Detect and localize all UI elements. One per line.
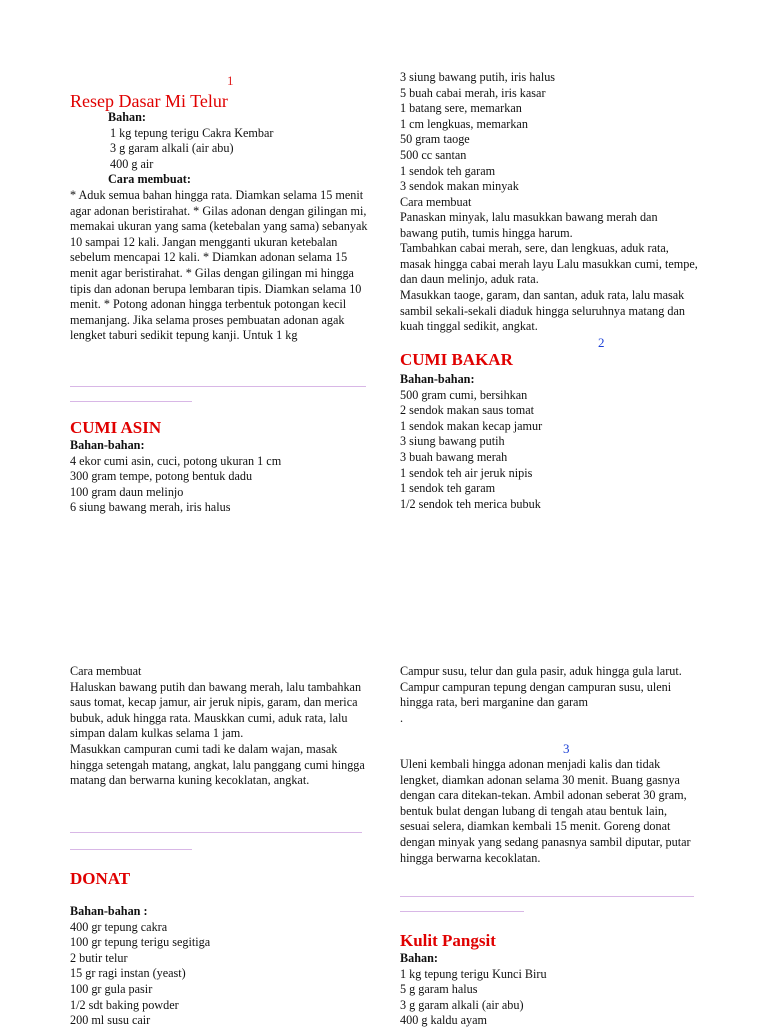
ingredient-item: 100 gram daun melinjo	[70, 484, 184, 499]
method-step: Haluskan bawang putih dan bawang merah, lalu tambahkan saus tomat, kecap jamur, air jeruk nipis, garam, dan merica bubuk, aduk hingga rata. Mauskkan cumi, aduk rata, lalu simpan dalam kulkas selama 1 jam.	[70, 679, 362, 741]
donat-ingredients	[70, 904, 370, 1029]
ingredient-item: 400 gr tepung cakra	[70, 919, 168, 934]
ingredient-item: 1 sendok teh garam	[400, 163, 496, 178]
ingredient-item: 3 siung bawang putih	[400, 434, 505, 449]
mi-telur-section	[70, 110, 370, 188]
page-number: 1	[227, 73, 234, 88]
separator-dot: .	[400, 710, 404, 725]
ingredient-item: 3 buah bawang merah	[400, 449, 508, 464]
ingredient-item: 1 cm lengkuas, memarkan	[400, 116, 528, 131]
ingredient-item: 1/2 sendok teh merica bubuk	[400, 496, 541, 511]
method-step: Masukkan taoge, garam, dan santan, aduk rata, lalu masak sambil sekali-sekali diaduk hingga seluruhnya matang dan kuah tinggal sedikit, angkat.	[400, 287, 685, 334]
recipe-title-donat: DONAT	[70, 869, 131, 888]
ingredient-item: 4 ekor cumi asin, cuci, potong ukuran 1 cm	[70, 453, 282, 468]
ingredients-label: Bahan-bahan:	[70, 438, 145, 452]
divider	[70, 401, 192, 402]
ingredient-item: 100 gr tepung terigu segitiga	[70, 935, 211, 950]
donat-method	[400, 664, 696, 726]
ingredient-item: 1 kg tepung terigu Cakra Kembar	[110, 125, 274, 140]
recipe-title-kulit-pangsit: Kulit Pangsit	[400, 931, 496, 950]
method-label: Cara membuat:	[108, 172, 191, 187]
ingredient-item: 1/2 sdt baking powder	[70, 997, 179, 1012]
kulit-pangsit-ingredients	[400, 951, 700, 1029]
ingredient-item: 500 gram cumi, bersihkan	[400, 387, 528, 402]
divider	[70, 849, 192, 850]
method-step: Panaskan minyak, lalu masukkan bawang merah dan bawang putih, tumis hingga harum.	[400, 210, 658, 240]
ingredient-item: 15 gr ragi instan (yeast)	[70, 966, 186, 981]
ingredient-item: 3 g garam alkali (air abu)	[400, 997, 524, 1012]
mi-telur-steps: * Aduk semua bahan hingga rata. Diamkan selama 15 menit agar adonan beristirahat. * Gilas adonan dengan gilingan mi, memakai ukuran yang sama (ketebalan yang sama) sebanyak 10 sampai 12 kali. Jangan mengganti ukuran ketebalan sebelum mencapai 12 kali. * Diamkan adonan selama 15 menit agar beristirahat. * Gilas dengan gilingan mi hingga tipis dan adonan berupa lembaran tipis. Diamkan selama 10 menit. * Potong adonan hingga terbentuk potongan kecil memanjang. Jika selama proses pembuatan adonan agak lengket taburi sedikit tepung kanji. Untuk 1 kg	[70, 188, 368, 343]
ingredient-item: 3 siung bawang putih, iris halus	[400, 70, 556, 84]
recipe-title-cumi-bakar: CUMI BAKAR	[400, 350, 513, 369]
ingredient-item: 5 g garam halus	[400, 982, 478, 997]
ingredient-item: 500 cc santan	[400, 147, 467, 162]
cumi-bakar-ingredients	[400, 372, 700, 512]
ingredient-item: 1 sendok makan kecap jamur	[400, 418, 543, 433]
ingredient-item: 400 g air	[110, 156, 154, 171]
method-step: Tambahkan cabai merah, sere, dan lengkuas, aduk rata, masak hingga cabai merah layu Lalu masukkan cumi, tempe, dan daun melinjo, aduk rata.	[400, 241, 698, 287]
page-number: 3	[563, 741, 570, 756]
ingredient-item: 400 g kaldu ayam	[400, 1013, 487, 1028]
ingredient-item: 1 sendok teh garam	[400, 481, 496, 496]
ingredient-item: 3 sendok makan minyak	[400, 179, 519, 194]
ingredients-label: Bahan:	[108, 110, 146, 124]
divider	[70, 386, 366, 387]
ingredient-item: 6 siung bawang merah, iris halus	[70, 500, 231, 515]
ingredient-item: 300 gram tempe, potong bentuk dadu	[70, 469, 253, 484]
ingredients-label: Bahan-bahan:	[400, 372, 475, 386]
method-step: Campur susu, telur dan gula pasir, aduk hingga gula larut.	[400, 664, 682, 678]
ingredient-item: 100 gr gula pasir	[70, 981, 153, 996]
donat-method-continued: Uleni kembali hingga adonan menjadi kalis dan tidak lengket, diamkan adonan selama 30 menit. Buang gasnya dengan cara ditekan-tekan. Ambil adonan seberat 30 gram, bentuk bulat dengan lubang di tengah atau bentuk lain, sesuai selera, diamkan kembali 15 menit. Goreng donat dengan minyak yang sedang panasnya sambil diputar, putar hingga berwarna kecoklatan.	[400, 757, 691, 865]
divider	[400, 896, 694, 897]
cumi-asin-method	[400, 210, 698, 335]
recipe-title-cumi-asin: CUMI ASIN	[70, 418, 162, 437]
method-label: Cara membuat	[400, 194, 472, 209]
ingredient-item: 1 kg tepung terigu Kunci Biru	[400, 966, 547, 981]
ingredient-item: 1 sendok teh air jeruk nipis	[400, 465, 533, 480]
method-step: Masukkan campuran cumi tadi ke dalam wajan, masak hingga setengah matang, angkat, lalu panggang cumi hingga matang dan berwarna kuning kecoklatan, angkat.	[70, 741, 365, 788]
recipe-title-mi-telur: Resep Dasar Mi Telur	[70, 91, 228, 111]
cumi-bakar-method	[70, 664, 366, 789]
ingredient-item: 2 sendok makan saus tomat	[400, 403, 535, 418]
divider	[400, 911, 524, 912]
ingredients-label: Bahan:	[400, 951, 438, 965]
ingredient-item: 200 ml susu cair	[70, 1013, 151, 1028]
ingredients-label: Bahan-bahan :	[70, 904, 148, 918]
ingredient-item: 50 gram taoge	[400, 132, 470, 147]
ingredient-item: 2 butir telur	[70, 950, 128, 965]
method-step: Campur campuran tepung dengan campuran susu, uleni hingga rata, beri marganine dan garam	[400, 679, 672, 710]
divider	[70, 832, 362, 833]
ingredient-item: 1 batang sere, memarkan	[400, 101, 522, 116]
cumi-asin-ingredients	[70, 438, 370, 516]
page-number: 2	[598, 335, 605, 350]
cumi-asin-ingredients-continued	[400, 70, 700, 210]
ingredient-item: 5 buah cabai merah, iris kasar	[400, 85, 546, 100]
ingredient-item: 3 g garam alkali (air abu)	[110, 141, 234, 156]
method-label: Cara membuat	[70, 664, 142, 678]
